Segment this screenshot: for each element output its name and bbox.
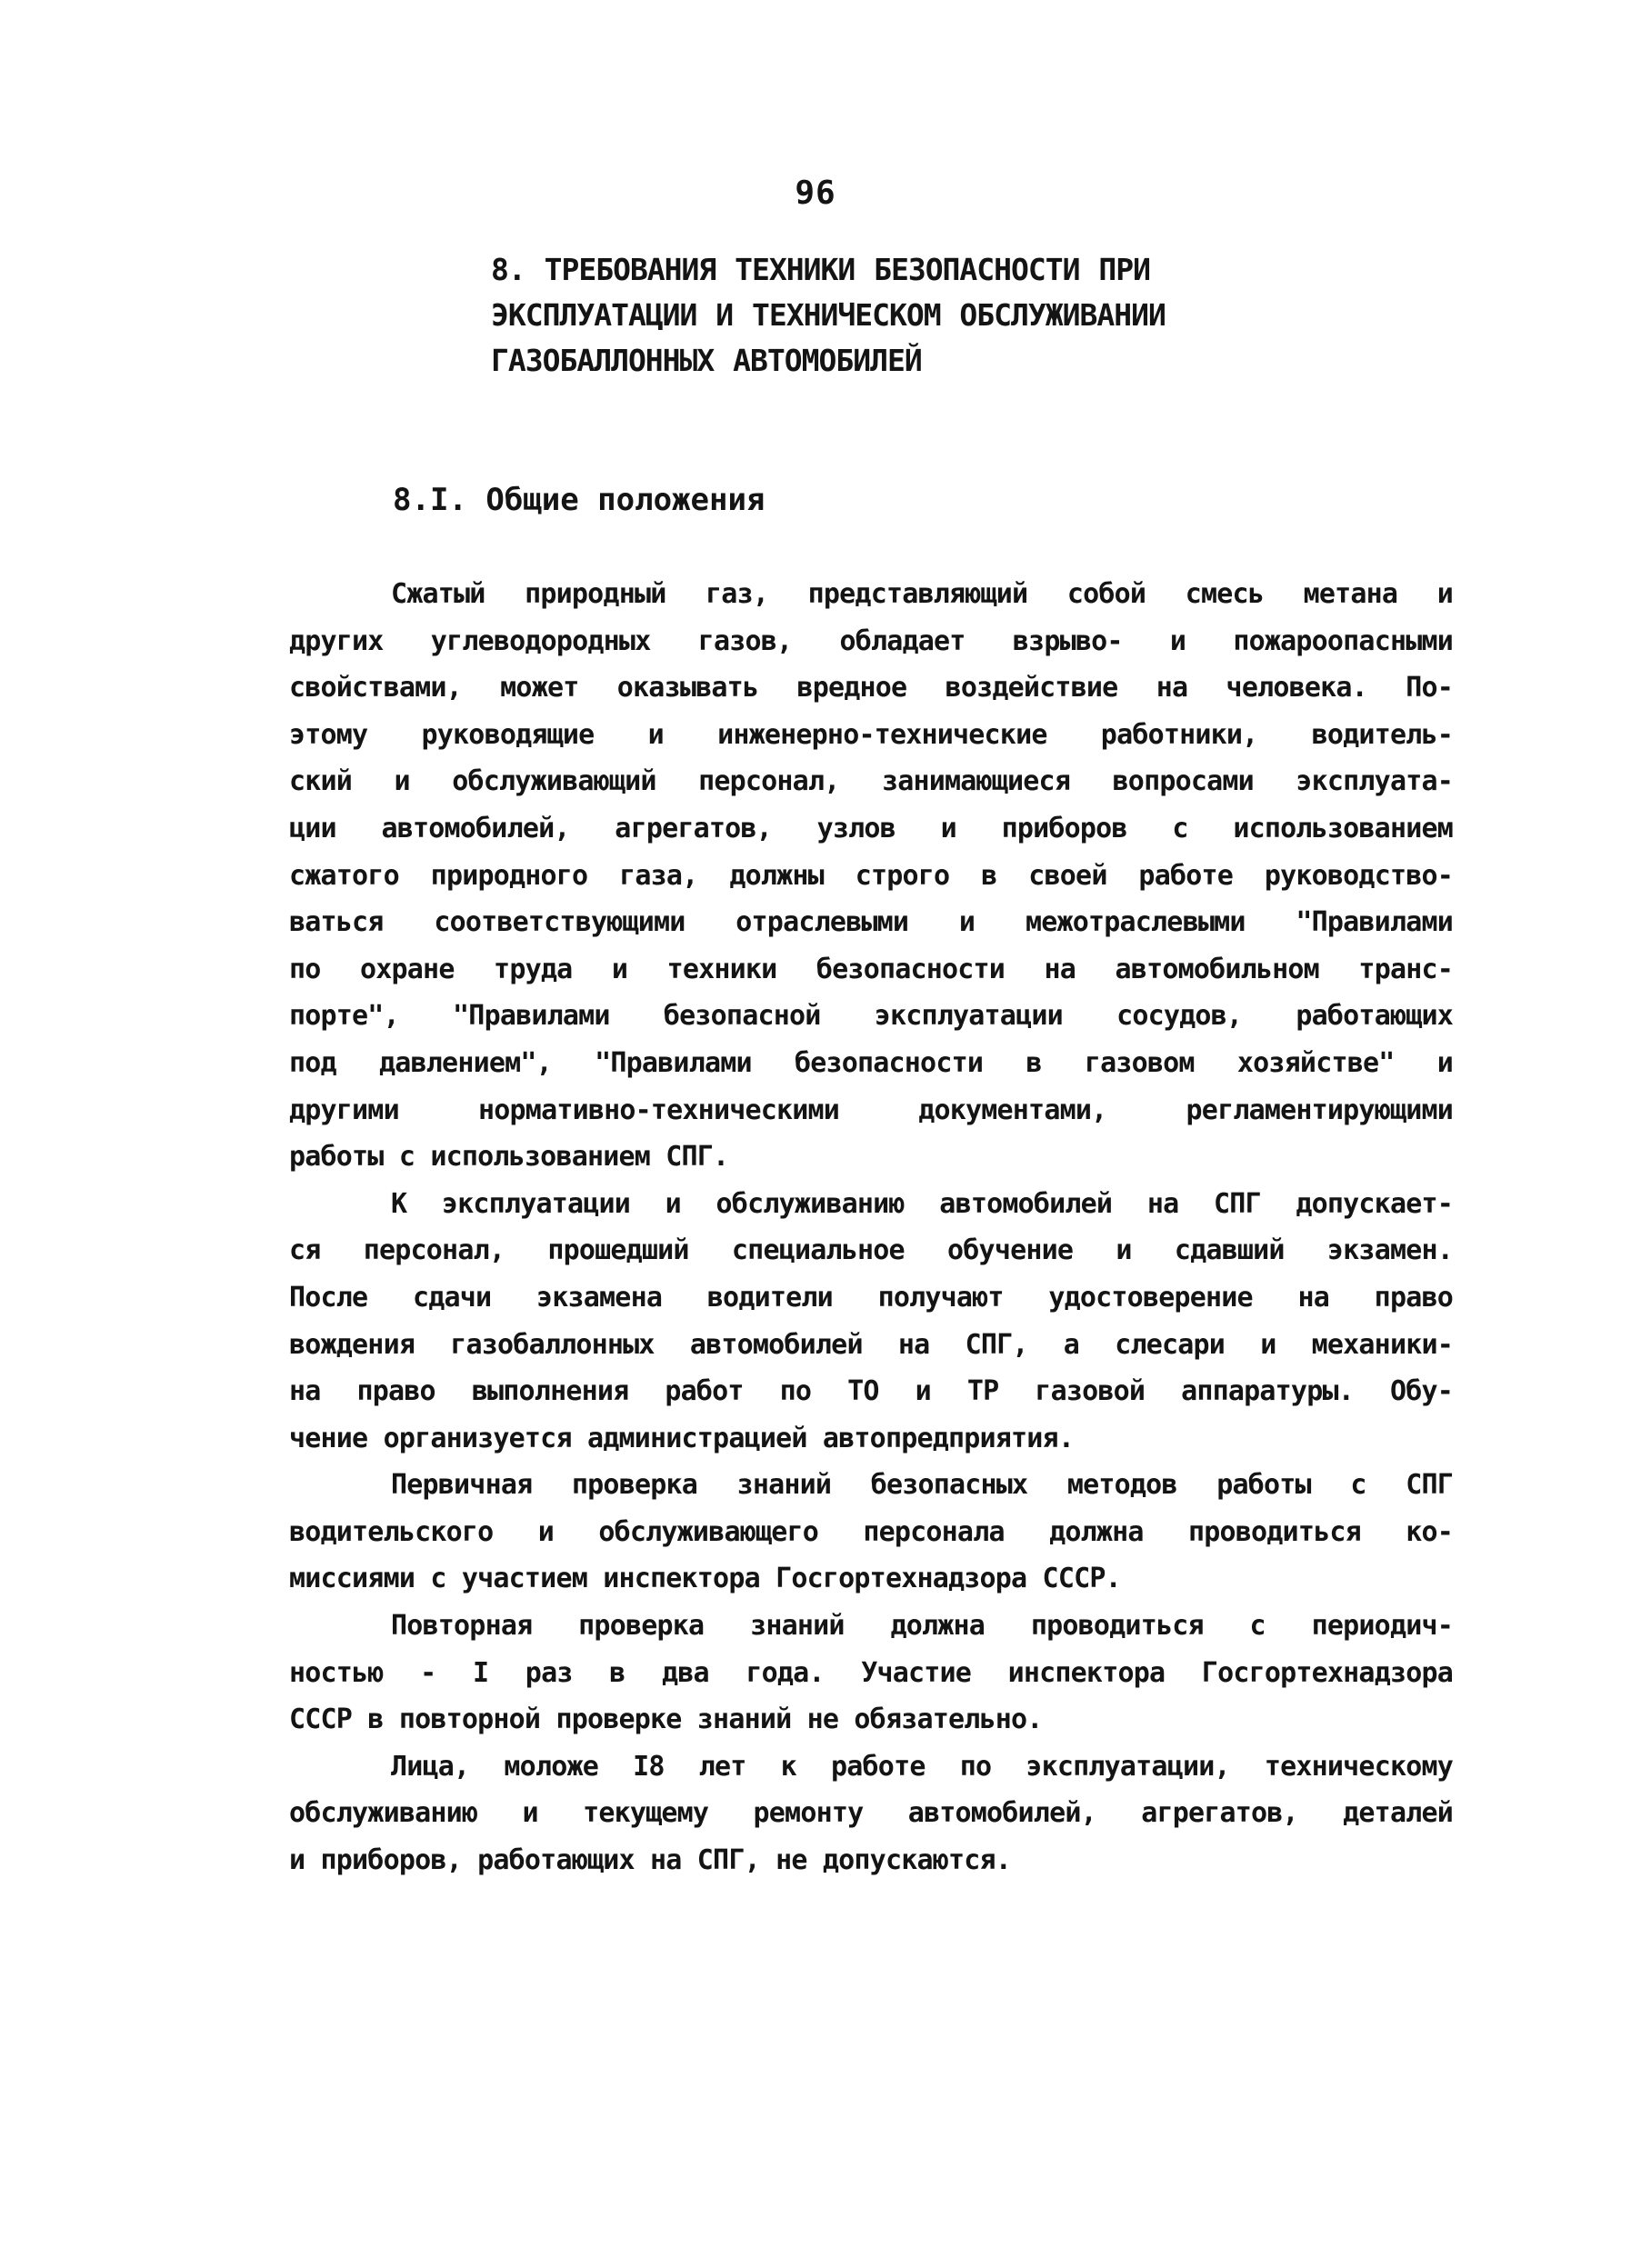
text-line: ся персонал, прошедший специальное обучение и сдавший экзамен. <box>289 1234 1453 1267</box>
text-line: вождения газобаллонных автомобилей на СПГ, а слесари и механики- <box>289 1328 1453 1361</box>
text-line: Первичная проверка знаний безопасных методов работы с СПГ <box>391 1469 1453 1502</box>
page-number: 96 <box>795 175 836 212</box>
text-line: Лица, моложе I8 лет к работе по эксплуатации, техническому <box>391 1750 1453 1783</box>
text-line: этому руководящие и инженерно-технические работники, водитель- <box>289 718 1453 751</box>
text-line: работы с использованием СПГ. <box>289 1141 729 1174</box>
text-line: свойствами, может оказывать вредное воздействие на человека. По- <box>289 672 1453 704</box>
text-line: К эксплуатации и обслуживанию автомобилей на СПГ допускает- <box>391 1187 1453 1220</box>
text-line: Повторная проверка знаний должна проводиться с периодич- <box>391 1610 1453 1643</box>
text-line: на право выполнения работ по ТО и ТР газовой аппаратуры. Обу- <box>289 1375 1453 1408</box>
text-line: других углеводородных газов, обладает взрыво- и пожароопасными <box>289 624 1453 657</box>
section-title: 8.I. Общие положения <box>393 482 765 518</box>
text-line: по охране труда и техники безопасности на автомобильном транс- <box>289 953 1453 985</box>
text-line: Сжатый природный газ, представляющий собой смесь метана и <box>391 578 1453 610</box>
text-line: миссиями с участием инспектора Госгортехнадзора СССР. <box>289 1563 1121 1595</box>
chapter-title-line: ЭКСПЛУАТАЦИИ И ТЕХНИЧЕСКОМ ОБСЛУЖИВАНИИ <box>491 297 1166 333</box>
chapter-title <box>491 247 1536 384</box>
text-line: порте", "Правилами безопасной эксплуатации сосудов, работающих <box>289 1000 1453 1033</box>
text-line: обслуживанию и текущему ремонту автомобилей, агрегатов, деталей <box>289 1797 1453 1830</box>
text-line: сжатого природного газа, должны строго в своей работе руководство- <box>289 859 1453 892</box>
body-text <box>289 571 1453 1884</box>
text-line: СССР в повторной проверке знаний не обязательно. <box>289 1703 1043 1736</box>
text-line: водительского и обслуживающего персонала должна проводиться ко- <box>289 1515 1453 1548</box>
text-line: ский и обслуживающий персонал, занимающиеся вопросами эксплуата- <box>289 765 1453 798</box>
text-line: ваться соответствующими отраслевыми и межотраслевыми "Правилами <box>289 906 1453 939</box>
text-line: ции автомобилей, агрегатов, узлов и приборов с использованием <box>289 812 1453 844</box>
text-line: и приборов, работающих на СПГ, не допускаются. <box>289 1844 1012 1877</box>
text-line: другими нормативно-техническими документами, регламентирующими <box>289 1094 1453 1126</box>
text-line: После сдачи экзамена водители получают удостоверение на право <box>289 1281 1453 1314</box>
chapter-title-line: 8. ТРЕБОВАНИЯ ТЕХНИКИ БЕЗОПАСНОСТИ ПРИ <box>491 252 1150 287</box>
chapter-title-line: ГАЗОБАЛЛОННЫХ АВТОМОБИЛЕЙ <box>491 343 922 378</box>
text-line: ностью - I раз в два года. Участие инспектора Госгортехнадзора <box>289 1656 1453 1689</box>
text-line: под давлением", "Правилами безопасности в газовом хозяйстве" и <box>289 1046 1453 1079</box>
text-line: чение организуется администрацией автопредприятия. <box>289 1422 1075 1454</box>
